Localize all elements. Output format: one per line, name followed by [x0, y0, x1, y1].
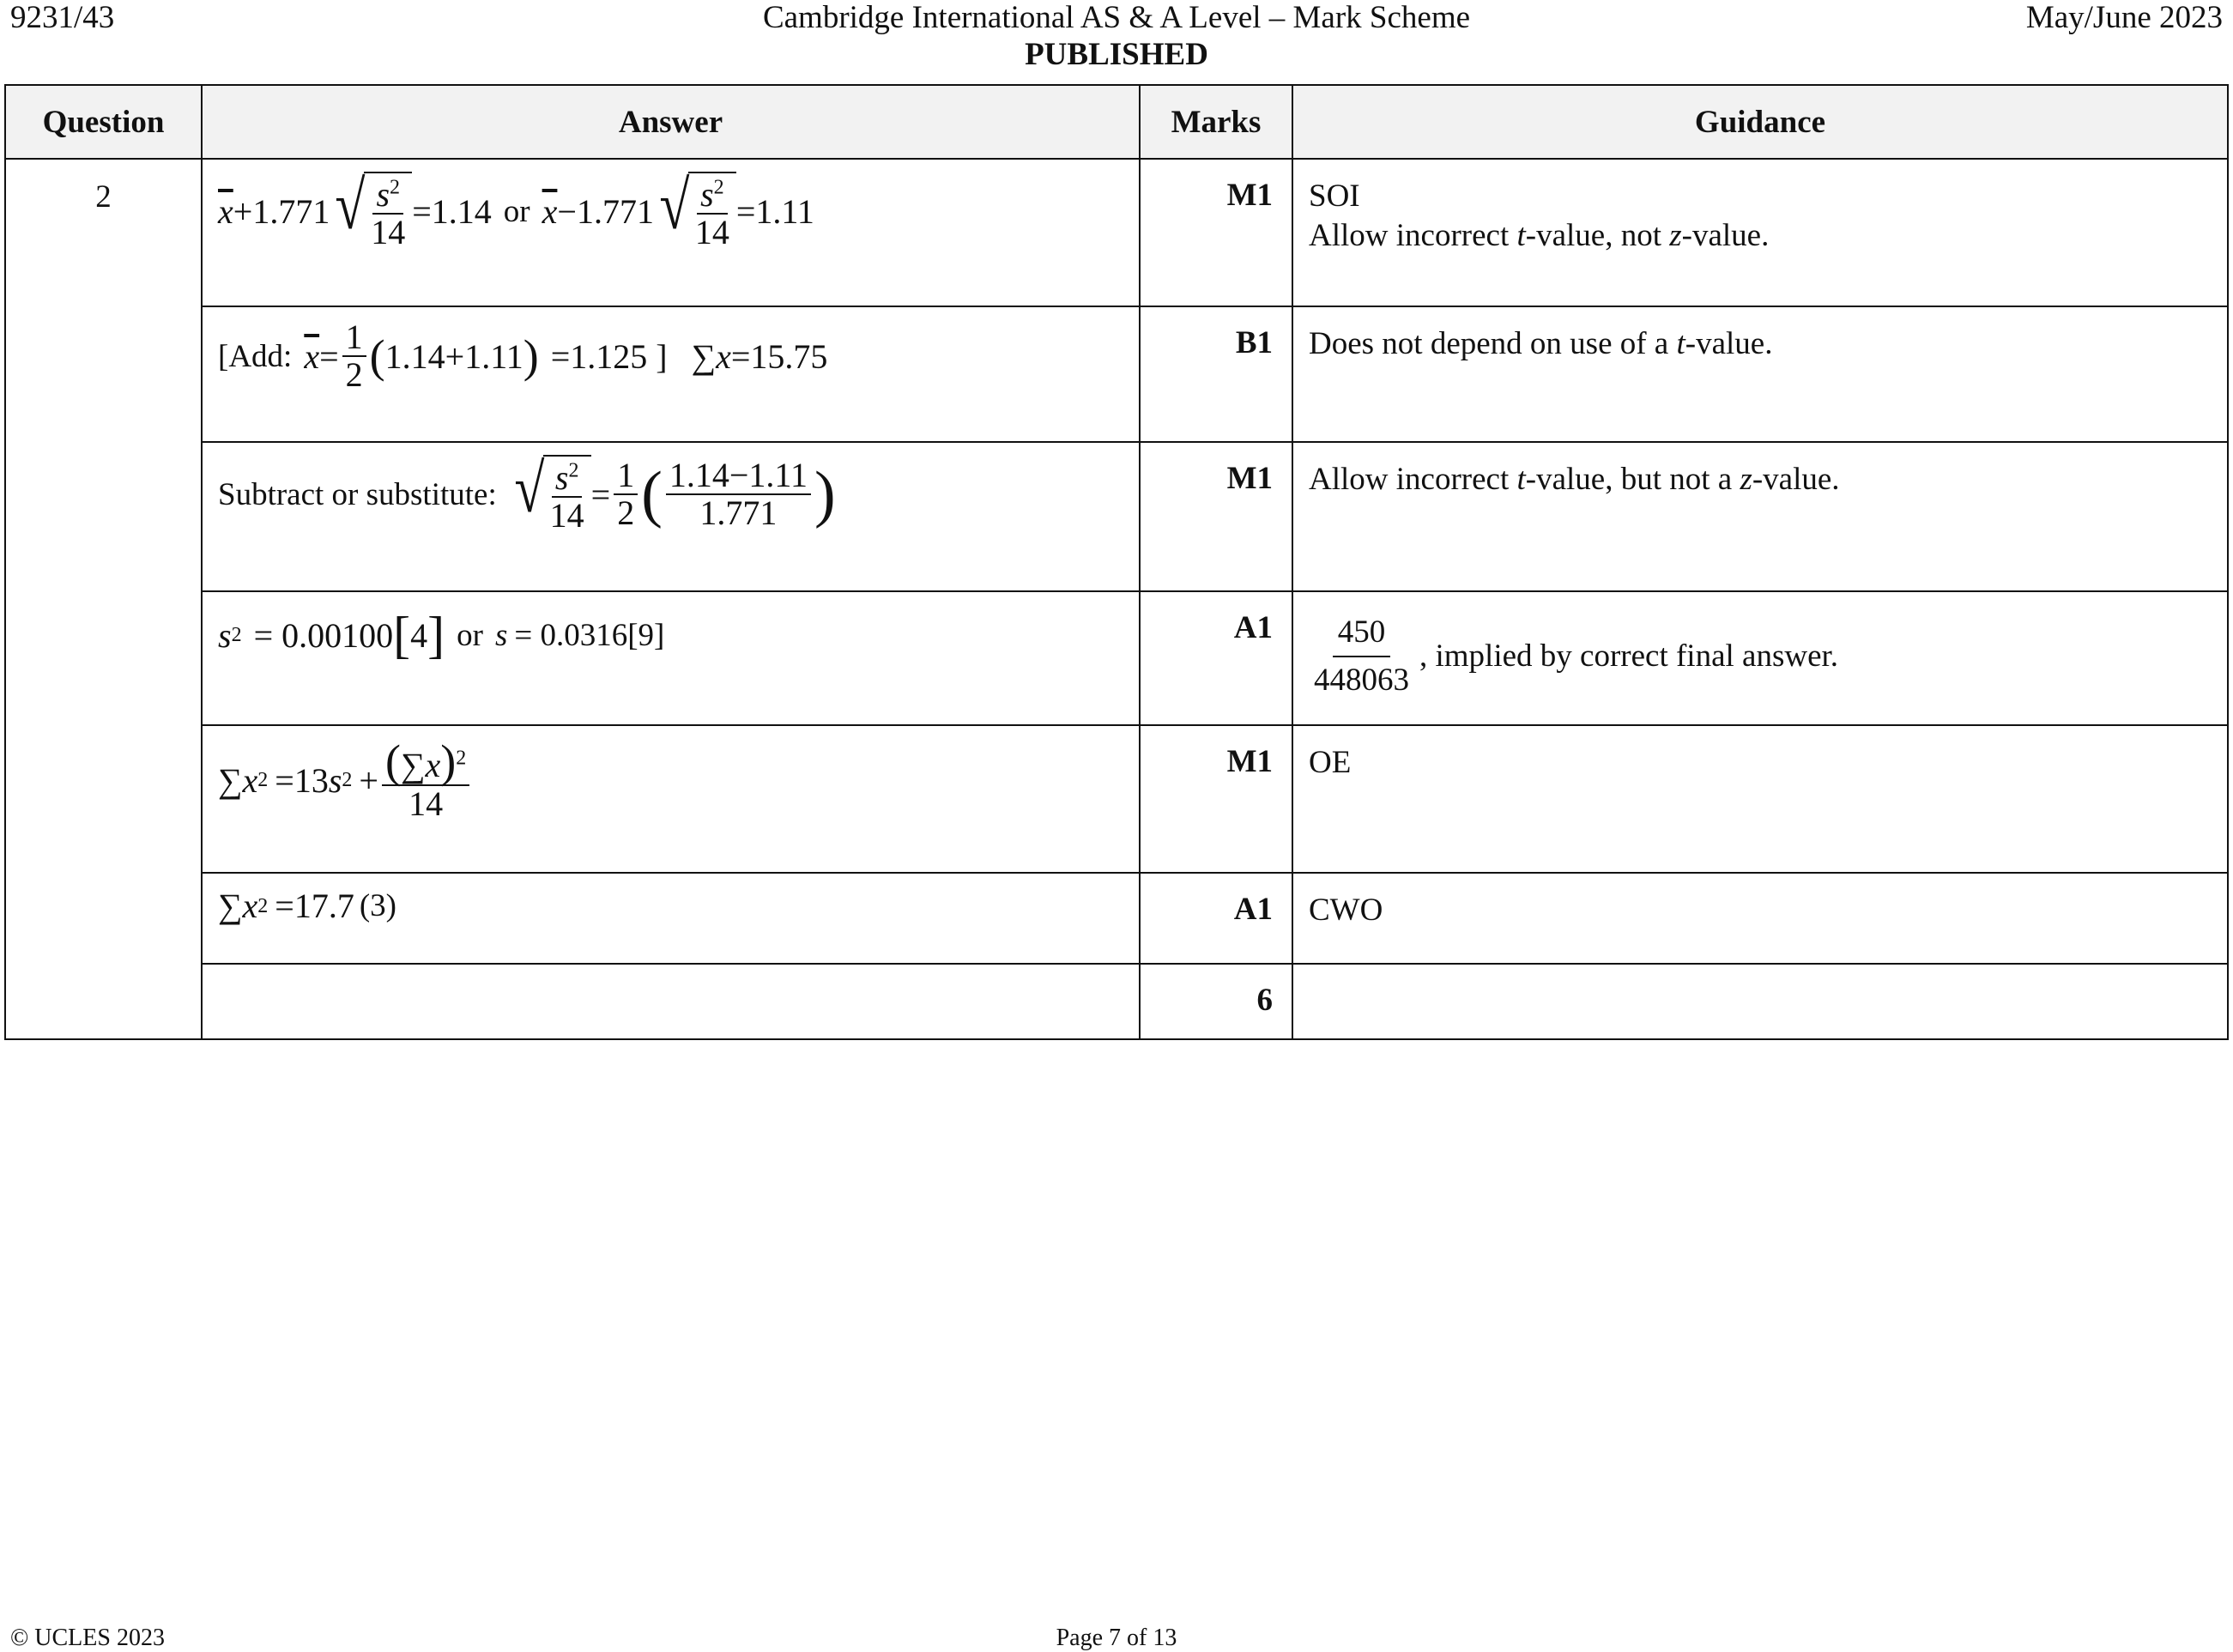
guidance-cell	[1292, 306, 2228, 442]
sigma: ∑	[218, 760, 243, 800]
minus-term: −1.771	[557, 191, 654, 231]
guidance-text: -value, not	[1525, 218, 1670, 254]
table-header-row	[5, 85, 2228, 159]
variance-result: = 0.00100	[253, 615, 394, 655]
guidance-text: -value.	[1681, 218, 1770, 254]
x-bar: $\overline{x}$	[542, 191, 558, 231]
guidance-cell	[1292, 159, 2228, 306]
guidance-text: -value, but not a	[1525, 462, 1740, 497]
mark-code: M1	[1140, 159, 1292, 306]
sigma: ∑	[400, 746, 426, 784]
guidance-cell: OE	[1292, 725, 2228, 873]
x-variable: x	[716, 336, 731, 376]
s-variable: s	[494, 617, 508, 653]
s-variable: s	[376, 175, 390, 214]
half-denominator: 2	[617, 493, 635, 532]
bracket-content: 1.14+1.11	[384, 336, 523, 376]
answer-cell	[202, 725, 1140, 873]
plus-term: +1.771	[233, 191, 330, 231]
answer-cell	[202, 591, 1140, 725]
x-bar: $\overline{x}$	[218, 191, 233, 231]
answer-cell	[202, 306, 1140, 442]
square-root: √ $\frac{s^2}{14}$	[331, 172, 412, 251]
or-word: or	[457, 617, 483, 653]
guidance-text: , implied by correct final answer.	[1419, 638, 1839, 675]
paper-code: 9231/43	[10, 0, 115, 35]
table-row	[5, 442, 2228, 591]
mean-result: =1.125 ]	[550, 336, 668, 376]
guidance-text: Does not depend on use of a	[1309, 326, 1677, 361]
table-row	[5, 159, 2228, 306]
guidance-cell	[1292, 442, 2228, 591]
table-row	[5, 725, 2228, 873]
exponent: 2	[390, 176, 401, 199]
exponent: 2	[456, 747, 467, 770]
t-italic: t	[1516, 218, 1526, 254]
equals: =	[590, 475, 611, 514]
variance-value: s 2 = 0.00100 [ 4 ] or s = 0.0316[9]	[218, 607, 665, 663]
answer-cell	[202, 442, 1140, 591]
difference-numerator: 1.14−1.11	[666, 457, 811, 495]
mark-code: A1	[1140, 591, 1292, 725]
fraction-denominator: 14	[408, 784, 444, 823]
fraction-denominator: 448063	[1314, 663, 1409, 699]
x-variable: x	[425, 746, 441, 784]
page-number: Page 7 of 13	[1056, 1625, 1177, 1651]
substitute-prefix: Subtract or substitute:	[218, 476, 497, 512]
guidance-cell-empty	[1292, 964, 2228, 1039]
add-prefix: [Add:	[218, 338, 293, 374]
sample-size: 14	[371, 213, 406, 251]
column-header-answer: Answer	[202, 85, 1140, 159]
guidance-text: Allow incorrect	[1309, 462, 1517, 497]
sample-size: 14	[549, 496, 584, 535]
exponent: 2	[568, 459, 579, 482]
total-marks: 6	[1140, 964, 1292, 1039]
answer-cell-empty	[202, 964, 1140, 1039]
equals: =	[319, 336, 339, 376]
sum-x-equation: [Add: $\overline{x}$ = $\frac{1}{2}$ ( 1.14+1.11 ) =1.125 ] ∑ x =15.75	[218, 318, 828, 394]
substitute-equation: Subtract or substitute: √ $\frac{s^2}{14}$ = $\frac{1}{2}$ ( $\frac{1.14-1.11}{1.771}$ )	[218, 451, 836, 535]
sigma: ∑	[691, 336, 717, 376]
sigma: ∑	[218, 887, 243, 925]
square-root: √ $\frac{s^2}{14}$	[656, 172, 736, 251]
mark-code: A1	[1140, 873, 1292, 964]
equals-13: =13	[275, 760, 329, 800]
half-numerator: 1	[342, 319, 366, 357]
sum-x-squared-formula: ∑ x 2 =13 s 2 + $\frac{(\sum x)^2}{14}$	[218, 738, 473, 822]
final-value: =17.7	[275, 887, 354, 925]
mark-code: M1	[1140, 442, 1292, 591]
z-italic: z	[1740, 462, 1752, 497]
exam-session: May/June 2023	[2025, 0, 2223, 35]
z-italic: z	[1669, 218, 1682, 254]
guidance-text: Allow incorrect	[1309, 218, 1517, 254]
t-value-denominator: 1.771	[699, 493, 778, 532]
square-root: √ $\frac{s^2}{14}$	[511, 455, 591, 534]
half-denominator: 2	[345, 355, 363, 394]
table-row	[5, 306, 2228, 442]
published-label: PUBLISHED	[1025, 36, 1208, 72]
extra-digit: (3)	[359, 888, 396, 923]
exponent: 2	[713, 176, 724, 199]
question-number: 2	[5, 159, 202, 1039]
guidance-line	[1309, 216, 2212, 256]
or-word: or	[503, 193, 530, 229]
fraction-numerator: 450	[1333, 613, 1391, 657]
x-variable: x	[242, 887, 258, 925]
lower-limit: =1.11	[735, 191, 814, 231]
mark-code: M1	[1140, 725, 1292, 873]
table-row	[5, 873, 2228, 964]
answer-cell	[202, 159, 1140, 306]
t-italic: t	[1676, 326, 1685, 361]
guidance-text: -value.	[1685, 326, 1773, 361]
half-numerator: 1	[614, 457, 638, 495]
guidance-text: -value.	[1752, 462, 1840, 497]
t-italic: t	[1516, 462, 1526, 497]
upper-limit: =1.14	[412, 191, 492, 231]
table-row	[5, 591, 2228, 725]
x-variable: x	[242, 760, 258, 800]
header-title: Cambridge International AS & A Level – Mark Scheme	[762, 0, 1471, 35]
guidance-line: SOI	[1309, 179, 1360, 214]
guidance-fraction-line	[1309, 613, 1838, 701]
mark-scheme-table	[4, 84, 2229, 1040]
plus: +	[359, 760, 378, 800]
final-answer: ∑ x 2 =17.7 (3)	[218, 887, 396, 925]
s-variable: s	[554, 458, 569, 497]
guidance-cell	[1292, 591, 2228, 725]
mark-code: B1	[1140, 306, 1292, 442]
sample-size: 14	[694, 213, 729, 251]
column-header-question: Question	[5, 85, 202, 159]
guidance-cell: CWO	[1292, 873, 2228, 964]
x-bar: $\overline{x}$	[304, 336, 320, 376]
copyright: © UCLES 2023	[10, 1625, 165, 1651]
extra-digit: 4	[410, 615, 428, 655]
sum-result: =15.75	[730, 336, 828, 376]
header-title-block	[0, 0, 2233, 73]
confidence-interval-equations	[218, 168, 814, 251]
column-header-guidance: Guidance	[1292, 85, 2228, 159]
column-header-marks: Marks	[1140, 85, 1292, 159]
total-row	[5, 964, 2228, 1039]
s-variable: s	[218, 615, 232, 655]
answer-cell	[202, 873, 1140, 964]
sd-result: = 0.0316[9]	[514, 617, 665, 653]
s-variable: s	[328, 760, 342, 800]
s-variable: s	[700, 175, 714, 214]
